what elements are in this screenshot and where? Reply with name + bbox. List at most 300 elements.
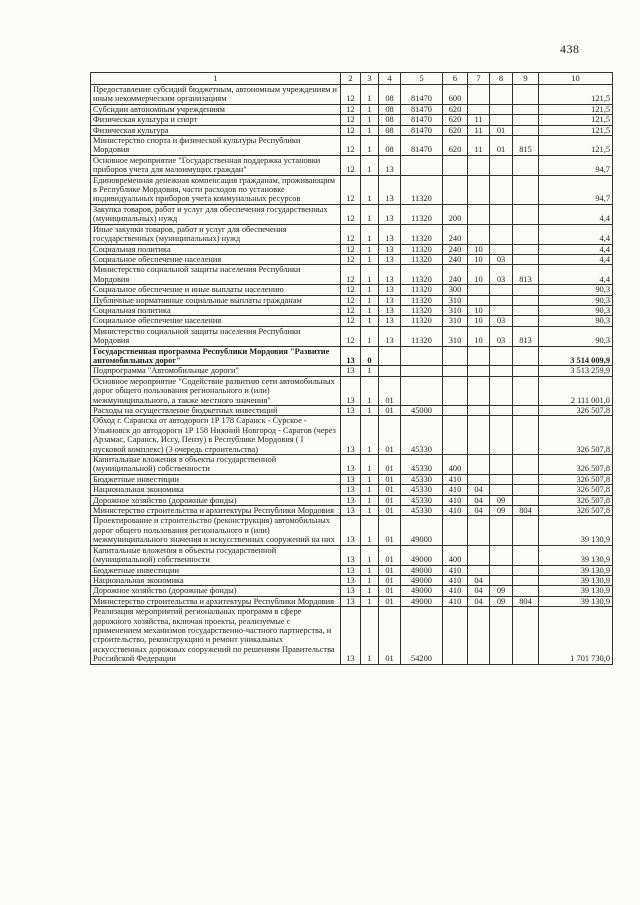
cell-code-2: 12 xyxy=(341,285,361,295)
table-row xyxy=(91,136,613,156)
cell-code-2: 12 xyxy=(341,104,361,114)
cell-code-6: 410 xyxy=(443,474,468,484)
row-amount: 326 507,8 xyxy=(539,495,613,505)
cell-code-5: 49000 xyxy=(401,516,443,545)
col-header: 9 xyxy=(513,73,539,85)
row-amount: 90,3 xyxy=(539,305,613,315)
cell-code-7: 10 xyxy=(468,316,490,326)
cell-code-7 xyxy=(468,85,490,105)
cell-code-2: 12 xyxy=(341,305,361,315)
cell-code-8 xyxy=(490,305,513,315)
cell-code-5: 11320 xyxy=(401,265,443,285)
cell-code-4: 13 xyxy=(379,155,401,175)
row-name: Субсидии автономным учреждениям xyxy=(91,104,341,114)
cell-code-5: 11320 xyxy=(401,175,443,204)
cell-code-9 xyxy=(513,565,539,575)
cell-code-3: 1 xyxy=(361,366,379,376)
cell-code-8 xyxy=(490,346,513,366)
cell-code-9 xyxy=(513,254,539,264)
table-row xyxy=(91,474,613,484)
cell-code-2: 12 xyxy=(341,204,361,224)
cell-code-5: 45330 xyxy=(401,455,443,475)
cell-code-6: 240 xyxy=(443,224,468,244)
row-name: Социальная политика xyxy=(91,244,341,254)
cell-code-2: 12 xyxy=(341,85,361,105)
cell-code-3: 1 xyxy=(361,545,379,565)
cell-code-2: 13 xyxy=(341,607,361,664)
cell-code-9: 815 xyxy=(513,136,539,156)
col-header: 2 xyxy=(341,73,361,85)
cell-code-8 xyxy=(490,376,513,405)
table-row xyxy=(91,416,613,455)
cell-code-3: 1 xyxy=(361,244,379,254)
cell-code-6: 400 xyxy=(443,545,468,565)
cell-code-5: 54200 xyxy=(401,607,443,664)
cell-code-4: 01 xyxy=(379,607,401,664)
cell-code-5: 11320 xyxy=(401,244,443,254)
table-row xyxy=(91,155,613,175)
cell-code-2: 13 xyxy=(341,485,361,495)
cell-code-4: 01 xyxy=(379,586,401,596)
cell-code-6: 410 xyxy=(443,596,468,606)
cell-code-3: 1 xyxy=(361,455,379,475)
cell-code-5 xyxy=(401,366,443,376)
cell-code-4: 13 xyxy=(379,265,401,285)
cell-code-6 xyxy=(443,346,468,366)
cell-code-6 xyxy=(443,406,468,416)
cell-code-2: 13 xyxy=(341,586,361,596)
row-amount: 4,4 xyxy=(539,254,613,264)
cell-code-9 xyxy=(513,586,539,596)
row-amount: 121,5 xyxy=(539,85,613,105)
cell-code-4: 01 xyxy=(379,416,401,455)
row-name: Социальная политика xyxy=(91,305,341,315)
row-amount: 326 507,8 xyxy=(539,485,613,495)
table-row xyxy=(91,516,613,545)
row-name: Бюджетные инвестиции xyxy=(91,565,341,575)
cell-code-6: 410 xyxy=(443,565,468,575)
cell-code-5 xyxy=(401,376,443,405)
cell-code-2: 13 xyxy=(341,406,361,416)
cell-code-2: 13 xyxy=(341,346,361,366)
row-name: Физическая культура xyxy=(91,125,341,135)
table-row xyxy=(91,175,613,204)
cell-code-2: 13 xyxy=(341,565,361,575)
cell-code-3: 1 xyxy=(361,125,379,135)
cell-code-2: 12 xyxy=(341,175,361,204)
cell-code-5: 45330 xyxy=(401,485,443,495)
cell-code-3: 1 xyxy=(361,155,379,175)
row-name: Реализация мероприятий региональных программ в сфере дорожного хозяйства, включая проекты, реализуемые с применением механизмов государственно-частного партнерства, и строительство, реконструкцию и ремонт уникальных искусственных дорожных сооружений по решениям Правительства Российской Федерации xyxy=(91,607,341,664)
table-row xyxy=(91,495,613,505)
row-name: Обход г. Саранска от автодороги 1Р 178 Саранск - Сурское - Ульяновск до автодороги 1Р 158 Нижний Новгород - Саратов (через Арзамас, Саранск, Иссу, Пензу) в Республике Мордовия ( I пусковой комплекс) (3 очередь строительства) xyxy=(91,416,341,455)
cell-code-5: 11320 xyxy=(401,285,443,295)
cell-code-4: 08 xyxy=(379,136,401,156)
cell-code-7 xyxy=(468,565,490,575)
row-name: Министерство спорта и физической культуры Республики Мордовия xyxy=(91,136,341,156)
row-amount: 39 130,9 xyxy=(539,565,613,575)
table-row xyxy=(91,376,613,405)
cell-code-3: 1 xyxy=(361,285,379,295)
cell-code-8 xyxy=(490,485,513,495)
cell-code-4: 01 xyxy=(379,506,401,516)
cell-code-3: 1 xyxy=(361,326,379,346)
cell-code-7 xyxy=(468,474,490,484)
cell-code-5: 81470 xyxy=(401,104,443,114)
cell-code-3: 1 xyxy=(361,474,379,484)
cell-code-7 xyxy=(468,455,490,475)
cell-code-9 xyxy=(513,125,539,135)
cell-code-3: 1 xyxy=(361,596,379,606)
cell-code-5: 45330 xyxy=(401,474,443,484)
cell-code-2: 12 xyxy=(341,136,361,156)
cell-code-8 xyxy=(490,155,513,175)
budget-table xyxy=(90,72,613,665)
cell-code-6: 620 xyxy=(443,104,468,114)
cell-code-4: 08 xyxy=(379,115,401,125)
cell-code-3: 1 xyxy=(361,305,379,315)
cell-code-3: 1 xyxy=(361,204,379,224)
cell-code-6: 310 xyxy=(443,295,468,305)
cell-code-3: 1 xyxy=(361,265,379,285)
cell-code-6 xyxy=(443,155,468,175)
cell-code-8 xyxy=(490,224,513,244)
cell-code-4: 01 xyxy=(379,485,401,495)
table-row xyxy=(91,586,613,596)
cell-code-8 xyxy=(490,565,513,575)
cell-code-6: 410 xyxy=(443,586,468,596)
table-row xyxy=(91,406,613,416)
cell-code-5: 49000 xyxy=(401,596,443,606)
cell-code-4: 01 xyxy=(379,545,401,565)
row-name: Капитальные вложения в объекты государственной (муниципальной) собственности xyxy=(91,455,341,475)
cell-code-4 xyxy=(379,346,401,366)
row-amount: 39 130,9 xyxy=(539,586,613,596)
cell-code-7 xyxy=(468,295,490,305)
row-amount: 326 507,8 xyxy=(539,406,613,416)
cell-code-2: 13 xyxy=(341,516,361,545)
row-name: Закупка товаров, работ и услуг для обеспечения государственных (муниципальных) нужд xyxy=(91,204,341,224)
cell-code-3: 1 xyxy=(361,575,379,585)
table-row xyxy=(91,85,613,105)
cell-code-9 xyxy=(513,204,539,224)
row-name: Дорожное хозяйство (дорожные фонды) xyxy=(91,495,341,505)
cell-code-3: 1 xyxy=(361,104,379,114)
cell-code-9 xyxy=(513,285,539,295)
table-row xyxy=(91,125,613,135)
row-amount: 121,5 xyxy=(539,104,613,114)
cell-code-6 xyxy=(443,516,468,545)
row-amount: 90,3 xyxy=(539,316,613,326)
cell-code-9 xyxy=(513,366,539,376)
row-name: Социальное обеспечение населения xyxy=(91,316,341,326)
cell-code-3: 1 xyxy=(361,495,379,505)
cell-code-4: 13 xyxy=(379,175,401,204)
row-name: Национальная экономика xyxy=(91,575,341,585)
row-amount: 121,5 xyxy=(539,115,613,125)
cell-code-4: 08 xyxy=(379,85,401,105)
row-name: Министерство строительства и архитектуры Республики Мордовия xyxy=(91,596,341,606)
cell-code-4: 01 xyxy=(379,516,401,545)
col-header: 7 xyxy=(468,73,490,85)
cell-code-6 xyxy=(443,376,468,405)
cell-code-4: 13 xyxy=(379,244,401,254)
row-name: Национальная экономика xyxy=(91,485,341,495)
table-row xyxy=(91,455,613,475)
row-name: Министерство социальной защиты населения Республики Мордовия xyxy=(91,326,341,346)
cell-code-2: 12 xyxy=(341,326,361,346)
cell-code-8 xyxy=(490,204,513,224)
cell-code-6: 620 xyxy=(443,115,468,125)
cell-code-4: 01 xyxy=(379,406,401,416)
row-amount: 90,3 xyxy=(539,326,613,346)
cell-code-7 xyxy=(468,346,490,366)
cell-code-6: 400 xyxy=(443,455,468,475)
cell-code-5: 11320 xyxy=(401,295,443,305)
page-number: 438 xyxy=(560,42,580,56)
cell-code-8 xyxy=(490,607,513,664)
cell-code-7 xyxy=(468,366,490,376)
cell-code-8: 09 xyxy=(490,586,513,596)
cell-code-4: 13 xyxy=(379,305,401,315)
cell-code-6: 600 xyxy=(443,85,468,105)
cell-code-9: 813 xyxy=(513,265,539,285)
cell-code-9 xyxy=(513,545,539,565)
cell-code-3: 1 xyxy=(361,516,379,545)
cell-code-5: 11320 xyxy=(401,224,443,244)
cell-code-8 xyxy=(490,285,513,295)
cell-code-6: 240 xyxy=(443,254,468,264)
row-name: Капитальные вложения в объекты государственной (муниципальной) собственности xyxy=(91,545,341,565)
cell-code-9 xyxy=(513,575,539,585)
cell-code-7: 11 xyxy=(468,125,490,135)
cell-code-8 xyxy=(490,474,513,484)
cell-code-9: 804 xyxy=(513,506,539,516)
cell-code-5 xyxy=(401,346,443,366)
cell-code-8 xyxy=(490,416,513,455)
table-row xyxy=(91,366,613,376)
row-amount: 4,4 xyxy=(539,244,613,254)
cell-code-4: 01 xyxy=(379,455,401,475)
cell-code-4: 01 xyxy=(379,596,401,606)
cell-code-4: 01 xyxy=(379,376,401,405)
cell-code-9 xyxy=(513,485,539,495)
row-amount: 4,4 xyxy=(539,265,613,285)
cell-code-3: 1 xyxy=(361,607,379,664)
cell-code-2: 12 xyxy=(341,295,361,305)
cell-code-5: 11320 xyxy=(401,326,443,346)
table-row xyxy=(91,506,613,516)
row-amount: 1 701 730,0 xyxy=(539,607,613,664)
col-header: 8 xyxy=(490,73,513,85)
cell-code-2: 13 xyxy=(341,416,361,455)
cell-code-9 xyxy=(513,175,539,204)
cell-code-2: 13 xyxy=(341,366,361,376)
cell-code-8: 01 xyxy=(490,136,513,156)
cell-code-3: 1 xyxy=(361,175,379,204)
cell-code-6: 620 xyxy=(443,125,468,135)
cell-code-7: 04 xyxy=(468,586,490,596)
cell-code-4: 13 xyxy=(379,254,401,264)
cell-code-4: 13 xyxy=(379,326,401,346)
cell-code-5: 81470 xyxy=(401,85,443,105)
cell-code-5: 49000 xyxy=(401,586,443,596)
table-row xyxy=(91,265,613,285)
row-amount: 94,7 xyxy=(539,155,613,175)
row-name: Основное мероприятие "Государственная поддержка установки приборов учета для малоимущих граждан" xyxy=(91,155,341,175)
cell-code-9 xyxy=(513,346,539,366)
cell-code-8: 09 xyxy=(490,506,513,516)
row-amount: 121,5 xyxy=(539,136,613,156)
cell-code-7: 10 xyxy=(468,326,490,346)
cell-code-6 xyxy=(443,607,468,664)
table-row xyxy=(91,254,613,264)
cell-code-9 xyxy=(513,244,539,254)
col-header: 5 xyxy=(401,73,443,85)
cell-code-3: 1 xyxy=(361,115,379,125)
cell-code-7 xyxy=(468,224,490,244)
cell-code-2: 13 xyxy=(341,455,361,475)
cell-code-8: 03 xyxy=(490,265,513,285)
cell-code-8 xyxy=(490,175,513,204)
cell-code-3: 1 xyxy=(361,254,379,264)
cell-code-9 xyxy=(513,316,539,326)
cell-code-7: 10 xyxy=(468,244,490,254)
cell-code-3: 1 xyxy=(361,506,379,516)
cell-code-8 xyxy=(490,104,513,114)
cell-code-5: 49000 xyxy=(401,575,443,585)
cell-code-4: 08 xyxy=(379,125,401,135)
col-header: 6 xyxy=(443,73,468,85)
cell-code-8 xyxy=(490,295,513,305)
cell-code-9 xyxy=(513,516,539,545)
cell-code-7: 04 xyxy=(468,495,490,505)
cell-code-8: 03 xyxy=(490,326,513,346)
row-name: Проектирование и строительство (реконструкция) автомобильных дорог общего пользования регионального и (или) межмуниципального значения и искусственных сооружений на них xyxy=(91,516,341,545)
cell-code-5 xyxy=(401,155,443,175)
cell-code-2: 12 xyxy=(341,155,361,175)
cell-code-2: 13 xyxy=(341,474,361,484)
cell-code-6: 310 xyxy=(443,326,468,346)
col-header: 4 xyxy=(379,73,401,85)
cell-code-7 xyxy=(468,416,490,455)
cell-code-3: 1 xyxy=(361,224,379,244)
row-name: Министерство социальной защиты населения Республики Мордовия xyxy=(91,265,341,285)
cell-code-6: 410 xyxy=(443,575,468,585)
cell-code-7: 04 xyxy=(468,575,490,585)
table-row xyxy=(91,316,613,326)
cell-code-7 xyxy=(468,285,490,295)
cell-code-2: 13 xyxy=(341,596,361,606)
cell-code-8 xyxy=(490,455,513,475)
cell-code-2: 12 xyxy=(341,254,361,264)
cell-code-7 xyxy=(468,545,490,565)
cell-code-7: 10 xyxy=(468,265,490,285)
cell-code-5: 49000 xyxy=(401,545,443,565)
row-name: Министерство строительства и архитектуры Республики Мордовия xyxy=(91,506,341,516)
cell-code-7: 04 xyxy=(468,485,490,495)
cell-code-9 xyxy=(513,376,539,405)
cell-code-6: 310 xyxy=(443,305,468,315)
table-row xyxy=(91,104,613,114)
cell-code-2: 12 xyxy=(341,316,361,326)
cell-code-5: 49000 xyxy=(401,565,443,575)
cell-code-7: 10 xyxy=(468,305,490,315)
row-name: Физическая культура и спорт xyxy=(91,115,341,125)
cell-code-2: 12 xyxy=(341,244,361,254)
cell-code-9 xyxy=(513,224,539,244)
cell-code-5: 11320 xyxy=(401,254,443,264)
cell-code-2: 12 xyxy=(341,115,361,125)
table-row xyxy=(91,115,613,125)
table-row xyxy=(91,346,613,366)
cell-code-5: 11320 xyxy=(401,204,443,224)
cell-code-8: 09 xyxy=(490,596,513,606)
cell-code-7 xyxy=(468,516,490,545)
cell-code-6 xyxy=(443,175,468,204)
cell-code-3: 1 xyxy=(361,586,379,596)
cell-code-2: 13 xyxy=(341,575,361,585)
row-name: Бюджетные инвестиции xyxy=(91,474,341,484)
cell-code-3: 1 xyxy=(361,85,379,105)
row-amount: 121,5 xyxy=(539,125,613,135)
cell-code-5: 11320 xyxy=(401,316,443,326)
cell-code-4: 13 xyxy=(379,295,401,305)
row-amount: 4,4 xyxy=(539,204,613,224)
row-amount: 39 130,9 xyxy=(539,545,613,565)
cell-code-9 xyxy=(513,295,539,305)
table-row xyxy=(91,305,613,315)
table-row xyxy=(91,575,613,585)
cell-code-6: 310 xyxy=(443,316,468,326)
row-amount: 3 514 009,9 xyxy=(539,346,613,366)
row-name: Публичные нормативные социальные выплаты гражданам xyxy=(91,295,341,305)
row-name: Иные закупки товаров, работ и услуг для обеспечения государственных (муниципальных) нужд xyxy=(91,224,341,244)
cell-code-9 xyxy=(513,416,539,455)
cell-code-9 xyxy=(513,104,539,114)
cell-code-4: 01 xyxy=(379,575,401,585)
table-row xyxy=(91,485,613,495)
cell-code-8 xyxy=(490,406,513,416)
row-amount: 90,3 xyxy=(539,295,613,305)
cell-code-8 xyxy=(490,575,513,585)
cell-code-9: 804 xyxy=(513,596,539,606)
cell-code-9 xyxy=(513,607,539,664)
row-amount: 326 507,8 xyxy=(539,416,613,455)
cell-code-2: 13 xyxy=(341,545,361,565)
cell-code-6: 620 xyxy=(443,136,468,156)
cell-code-8 xyxy=(490,366,513,376)
row-name: Подпрограмма "Автомобильные дороги" xyxy=(91,366,341,376)
table-row xyxy=(91,224,613,244)
cell-code-8: 03 xyxy=(490,254,513,264)
cell-code-5: 45330 xyxy=(401,506,443,516)
cell-code-9 xyxy=(513,474,539,484)
row-name: Предоставление субсидий бюджетным, автономным учреждениям и иным некоммерческим организациям xyxy=(91,85,341,105)
cell-code-9 xyxy=(513,115,539,125)
cell-code-7 xyxy=(468,204,490,224)
table-row xyxy=(91,607,613,664)
cell-code-9: 813 xyxy=(513,326,539,346)
cell-code-4: 13 xyxy=(379,224,401,244)
cell-code-2: 12 xyxy=(341,125,361,135)
cell-code-7 xyxy=(468,376,490,405)
cell-code-4: 08 xyxy=(379,104,401,114)
table-row xyxy=(91,285,613,295)
col-header: 3 xyxy=(361,73,379,85)
header-row xyxy=(91,73,613,85)
row-amount: 90,3 xyxy=(539,285,613,295)
